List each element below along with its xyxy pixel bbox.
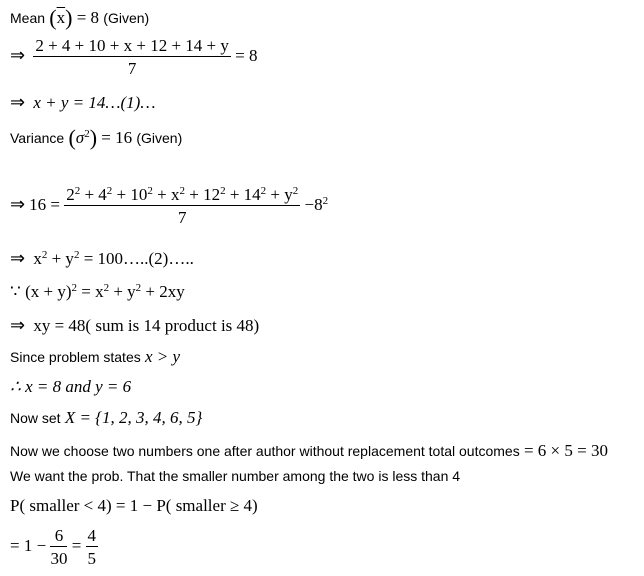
- implies-symbol: ⇒: [10, 315, 26, 335]
- solution-line: ∴ x = 8 and y = 6: [10, 377, 132, 396]
- term-exponent: 2: [292, 185, 299, 197]
- mean-symbol: $\overline{x}$: [56, 8, 66, 27]
- term-base: 10: [130, 185, 148, 204]
- variance-tail: −8: [304, 194, 323, 214]
- operator: +: [266, 185, 285, 204]
- probability-line: P( smaller < 4) = 1 − P( smaller ≥ 4): [10, 496, 258, 515]
- variance-value: = 16: [101, 128, 133, 147]
- term-exponent: 2: [179, 185, 185, 197]
- variance-label: Variance: [10, 130, 65, 146]
- term-base: 14: [243, 185, 261, 204]
- mean-line: Mean $(\overline{x}) = 8$ (Given): [10, 5, 150, 30]
- outcomes-line: Now we choose two numbers one after author without replacement total outcomes = 6 × 5 = 30: [10, 441, 608, 460]
- variance-numerator: [64, 186, 300, 205]
- term-exponent: 2: [74, 185, 81, 197]
- mean-equation: [10, 37, 257, 77]
- term-base: 12: [203, 185, 221, 204]
- variance-given: (Given): [136, 130, 183, 146]
- mean-given: (Given): [103, 10, 150, 26]
- equation-2: ⇒ $x^2 + y^2$ = 100…..(2)…..: [10, 248, 194, 268]
- implies-symbol: ⇒: [10, 44, 26, 65]
- term-base: x: [170, 185, 180, 204]
- variance-tail-exponent: 2: [322, 194, 329, 207]
- mean-denominator: 7: [33, 56, 231, 77]
- implies-symbol: ⇒: [10, 193, 26, 214]
- variance-fraction: [64, 186, 300, 226]
- operator: +: [184, 185, 204, 204]
- result-line: = 1 − $\frac{6}{30}$ = $\frac{4}{5}$: [10, 526, 97, 568]
- implies-symbol: ⇒: [10, 92, 26, 112]
- mean-fraction: [33, 37, 231, 77]
- variance-denominator: 7: [64, 205, 300, 226]
- square-identity: ∵ $(x + y)^2 = x^2 + y^2 + 2xy$: [10, 282, 185, 301]
- result-fraction-1: $\frac{6}{30}$: [50, 526, 68, 568]
- operator: +: [152, 185, 171, 204]
- term-exponent: 2: [260, 185, 267, 197]
- operator: +: [112, 185, 131, 204]
- term-base: 4: [98, 185, 107, 204]
- goal-line: We want the prob. That the smaller number among the two is less than 4: [10, 468, 461, 484]
- term-exponent: 2: [220, 185, 226, 197]
- operator: +: [80, 185, 99, 204]
- variance-equation: [10, 186, 328, 226]
- equation-1-text: x + y = 14…(1)…: [33, 93, 156, 112]
- variance-line: Variance $(\sigma^2) = 16$ (Given): [10, 125, 183, 150]
- term-base: y: [284, 185, 293, 204]
- mean-value: = 8: [76, 8, 100, 27]
- mean-equation-rhs: = 8: [235, 45, 258, 65]
- mean-numerator: 2 + 4 + 10 + x + 12 + 14 + y: [35, 36, 229, 55]
- term-exponent: 2: [147, 185, 153, 197]
- product-line: ⇒ xy = 48( sum is 14 product is 48): [10, 315, 260, 335]
- variance-symbol: σ: [75, 128, 85, 147]
- operator: +: [225, 185, 244, 204]
- condition-line: Since problem states x > y: [10, 347, 181, 366]
- result-fraction-2: $\frac{4}{5}$: [87, 526, 97, 568]
- term-base: 2: [66, 185, 75, 204]
- equation-1: [10, 93, 155, 111]
- term-exponent: 2: [106, 185, 113, 197]
- set-line: Now set X = {1, 2, 3, 4, 6, 5}: [10, 408, 203, 427]
- implies-symbol: ⇒: [10, 248, 26, 268]
- variance-equation-lhs: 16 =: [29, 194, 60, 214]
- mean-label: Mean: [10, 10, 46, 26]
